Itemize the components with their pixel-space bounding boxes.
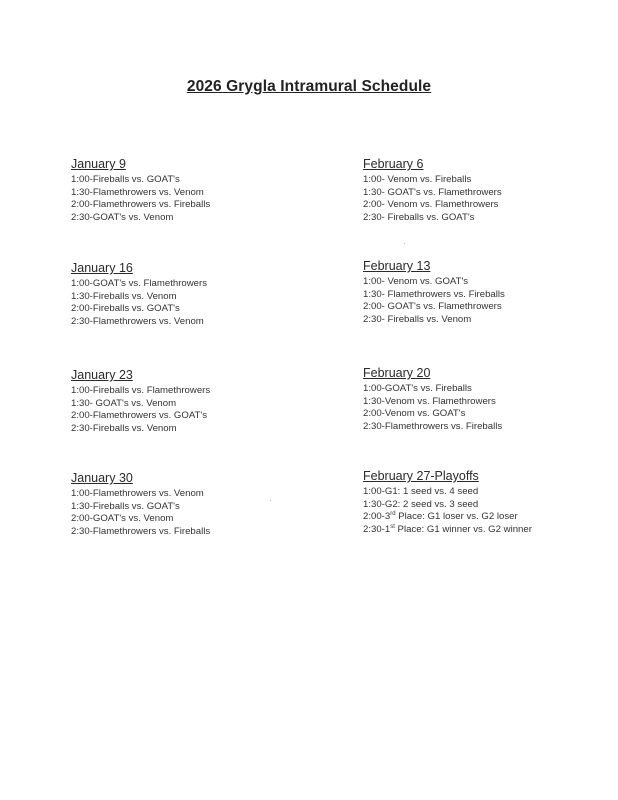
schedule-day-jan-9 xyxy=(71,157,311,224)
schedule-day-feb-27-playoffs xyxy=(363,469,603,536)
game-description: Place: G1 winner vs. G2 winner xyxy=(394,523,532,535)
date-heading: February 6 xyxy=(363,157,424,171)
game-line: 2:30- Fireballs vs. GOAT's xyxy=(363,211,475,223)
ordinal-suffix: st xyxy=(390,523,395,530)
game-line: 1:30-Fireballs vs. Venom xyxy=(71,290,177,302)
game-time-prefix: 2:00-3 xyxy=(363,511,391,523)
game-line: 2:00-Fireballs vs. GOAT's xyxy=(71,303,180,315)
ordinal-suffix: rd xyxy=(390,511,396,518)
game-line: 2:30-Flamethrowers vs. Fireballs xyxy=(71,525,211,537)
game-line: 1:30-Venom vs. Flamethrowers xyxy=(363,395,496,407)
game-line: 1:00- Venom vs. GOAT's xyxy=(363,276,469,287)
game-line: 1:00-GOAT's vs. Fireballs xyxy=(363,383,472,394)
page-title: 2026 Grygla Intramural Schedule xyxy=(186,78,432,95)
game-line: 2:00- Venom vs. Flamethrowers xyxy=(363,199,499,211)
scan-speck xyxy=(404,243,405,244)
game-line: 2:00-Venom vs. GOAT's xyxy=(363,408,466,420)
game-line: 1:00-Flamethrowers vs. Venom xyxy=(71,488,204,499)
date-heading: January 30 xyxy=(71,471,133,485)
game-description: Place: G1 loser vs. G2 loser xyxy=(395,511,518,523)
schedule-day-jan-30 xyxy=(71,471,311,538)
game-line: 1:30- GOAT's vs. Venom xyxy=(71,397,177,409)
date-heading: February 20 xyxy=(363,366,431,380)
date-heading: January 16 xyxy=(71,261,133,275)
game-line: 2:00-Flamethrowers vs. GOAT's xyxy=(71,410,207,422)
game-line: 2:00-Flamethrowers vs. Fireballs xyxy=(71,199,211,211)
game-line: 2:30-Fireballs vs. Venom xyxy=(71,422,177,434)
game-line: 1:00-GOAT's vs. Flamethrowers xyxy=(71,278,207,289)
game-line: 1:00-G1: 1 seed vs. 4 seed xyxy=(363,486,479,497)
game-line: 1:30-Flamethrowers vs. Venom xyxy=(71,186,204,198)
schedule-day-jan-23 xyxy=(71,368,311,435)
game-line: 2:30-GOAT's vs. Venom xyxy=(71,211,174,223)
schedule-day-feb-20 xyxy=(363,366,603,433)
game-line: 2:30-Flamethrowers vs. Venom xyxy=(71,315,204,327)
game-line: 2:30- Fireballs vs. Venom xyxy=(363,313,472,325)
date-heading: February 13 xyxy=(363,259,431,273)
schedule-day-feb-13 xyxy=(363,259,603,326)
schedule-day-jan-16 xyxy=(71,261,311,328)
game-line: 1:30-Fireballs vs. GOAT's xyxy=(71,500,180,512)
game-time-prefix: 2:30-1 xyxy=(363,523,391,535)
game-line: 1:00-Fireballs vs. Flamethrowers xyxy=(71,385,211,396)
date-heading: January 23 xyxy=(71,368,133,382)
game-line: 1:30- Flamethrowers vs. Fireballs xyxy=(363,288,505,300)
game-line: 1:00-Fireballs vs. GOAT's xyxy=(71,174,180,185)
game-line: 1:30- GOAT's vs. Flamethrowers xyxy=(363,186,502,198)
game-line: 2:00- GOAT's vs. Flamethrowers xyxy=(363,301,502,313)
game-line: 2:00-GOAT's vs. Venom xyxy=(71,513,174,525)
game-line-first-place xyxy=(363,524,603,537)
schedule-day-feb-6 xyxy=(363,157,603,224)
game-line-third-place xyxy=(363,511,603,524)
date-heading: February 27-Playoffs xyxy=(363,469,479,483)
scan-speck xyxy=(270,500,271,501)
game-line: 1:00- Venom vs. Fireballs xyxy=(363,174,472,185)
game-line: 1:30-G2: 2 seed vs. 3 seed xyxy=(363,498,479,510)
game-line: 2:30-Flamethrowers vs. Fireballs xyxy=(363,420,503,432)
date-heading: January 9 xyxy=(71,157,126,171)
